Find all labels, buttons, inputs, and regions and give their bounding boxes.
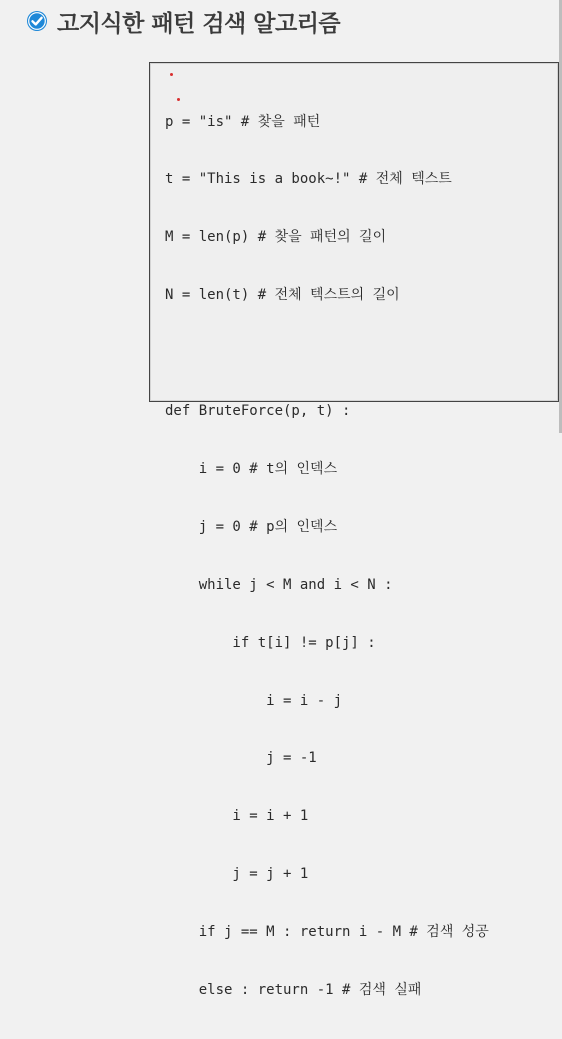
slide-title: 고지식한 패턴 검색 알고리즘 (57, 10, 341, 37)
code-line (165, 344, 489, 363)
code-line: j = j + 1 (165, 866, 309, 883)
code-line: if t[i] != p[j] : (165, 634, 376, 651)
code-line: N = len(t) # 전체 텍스트의 길이 (165, 287, 400, 304)
code-line: i = 0 # t의 인덱스 (165, 460, 338, 477)
code-line: if j == M : return i - M # 검색 성공 (165, 924, 489, 941)
slide-title-bar (26, 6, 340, 36)
code-line: else : return -1 # 검색 실패 (165, 981, 422, 998)
code-line: j = 0 # p의 인덱스 (165, 518, 338, 535)
code-line: i = i + 1 (165, 808, 309, 825)
code-line: while j < M and i < N : (165, 576, 393, 593)
code-line: M = len(p) # 찾을 패턴의 길이 (165, 229, 387, 246)
check-circle-icon (26, 10, 48, 32)
code-line: def BruteForce(p, t) : (165, 403, 351, 420)
code-line: p = "is" # 찾을 패턴 (165, 113, 321, 130)
code-line: i = i - j (165, 692, 343, 709)
code-line: j = -1 (165, 750, 317, 767)
code-listing (165, 74, 489, 1039)
code-line: t = "This is a book~!" # 전체 텍스트 (165, 171, 452, 188)
code-block (149, 62, 559, 998)
